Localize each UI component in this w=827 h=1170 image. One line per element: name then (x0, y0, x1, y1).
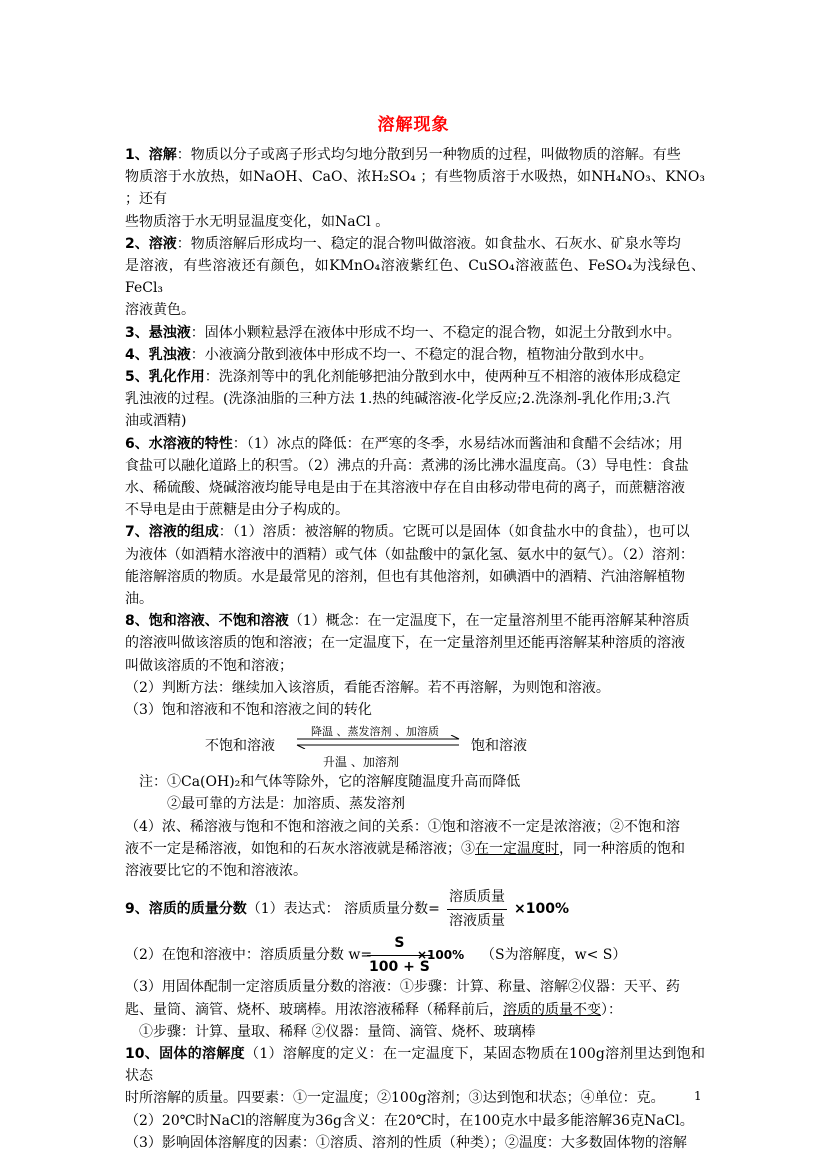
text-line: 水、稀硫酸、烧碱溶液均能导电是由于在其溶液中存在自由移动带电荷的离子，而蔗糖溶液 (125, 480, 685, 497)
section-2 (125, 233, 705, 255)
text-line: 是溶液，有些溶液还有颜色，如KMnO₄溶液紫红色、CuSO₄溶液蓝色、FeSO₄为浅绿色、FeCl₃ (125, 258, 705, 297)
text-line: （3）用固体配制一定溶质质量分数的溶液：①步骤：计算、称量、溶解②仪器：天平、药 (125, 979, 680, 996)
text-line: （2）判断方法：继续加入该溶质，看能否溶解。若不再溶解，为则饱和溶液。 (125, 679, 610, 696)
section-1-heading: 1、溶解 (125, 147, 177, 163)
text-line: ：物质以分子或离子形式均匀地分散到另一种物质的过程，叫做物质的溶解。有些 (176, 147, 681, 163)
section-4-heading: 4、乳浊液 (125, 346, 191, 363)
text-line: ①步骤：计算、量取、稀释 ②仪器：量筒、滴管、烧杯、玻璃棒 (139, 1023, 536, 1040)
section-7-heading: 7、溶液的组成 (125, 524, 219, 541)
section-3 (125, 322, 705, 344)
text-line: 乳浊液的过程。(洗涤油脂的三种方法 1.热的纯碱溶液-化学反应;2.洗涤剂-乳化作用;3.汽 (125, 391, 670, 408)
text-line: ：（1）溶质：被溶解的物质。它既可以是固体（如食盐水中的食盐），也可以 (218, 524, 690, 541)
section-9-formula-1 (125, 886, 705, 930)
text-line: 叫做该溶质的不饱和溶液； (125, 657, 293, 674)
page-title: 溶解现象 (377, 115, 450, 135)
mass-fraction-formula (447, 886, 507, 931)
section-2-heading: 2、溶液 (125, 235, 177, 252)
text-line: 些物质溶于水无明显温度变化，如NaCl 。 (125, 213, 390, 230)
text-line: （3）饱和溶液和不饱和溶液之间的转化 (125, 702, 372, 719)
text-fragment: ，同一种溶质的饱和 (559, 840, 685, 857)
section-10-heading: 10、固体的溶解度 (125, 1045, 245, 1062)
section-5 (125, 366, 705, 388)
text-line: 溶液要比它的不饱和溶液浓。 (125, 863, 307, 880)
multiplier: ×100% (514, 901, 569, 918)
section-9-heading: 9、溶质的质量分数 (125, 901, 247, 918)
text-line: 油或酒精) (125, 413, 187, 430)
section-10 (125, 1043, 705, 1087)
note-line: ②最可靠的方法是：加溶质、蒸发溶剂 (167, 796, 405, 813)
section-8 (125, 610, 705, 632)
conversion-diagram (125, 721, 705, 771)
section-8-heading: 8、饱和溶液、不饱和溶液 (125, 613, 289, 630)
fraction-numerator: 溶质质量 (447, 886, 507, 909)
conversion-forward-condition: 降温 、蒸发溶剂 、加溶质 (311, 725, 439, 739)
section-6-heading: 6、水溶液的特性 (125, 435, 233, 452)
text-line: （1）概念：在一定温度下，在一定量溶剂里不能再溶解某种溶质 (288, 613, 690, 630)
text-line: （2）20℃时NaCl的溶解度为36g含义：在20℃时，在100克水中最多能溶解36克NaCl。 (125, 1112, 694, 1129)
fraction-denominator: 溶液质量 (449, 912, 505, 929)
conversion-right-label: 饱和溶液 (471, 738, 527, 755)
text-fragment: ）： (601, 1001, 622, 1018)
section-1 (125, 144, 705, 166)
text-line: ：小液滴分散到液体中形成不均一、不稳定的混合物，植物油分散到水中。 (190, 346, 653, 363)
text-line: 时所溶解的质量。四要素：①一定温度；②100g溶剂；③达到饱和状态；④单位：克。 (125, 1090, 665, 1107)
text-line: ：物质溶解后形成均一、稳定的混合物叫做溶液。如食盐水、石灰水、矿泉水等均 (176, 235, 681, 252)
formula-intro: （1）表达式： 溶质质量分数= (246, 901, 440, 918)
section-3-heading: 3、悬浊液 (125, 324, 191, 341)
section-6 (125, 433, 705, 455)
text-line: 食盐可以融化道路上的积雪。（2）沸点的升高：煮沸的汤比沸水温度高。（3）导电性：食盐 (125, 457, 689, 474)
section-7 (125, 521, 705, 543)
formula-intro: （2）在饱和溶液中：溶质质量分数 w= (125, 947, 373, 964)
section-4 (125, 344, 705, 366)
text-line: ：固体小颗粒悬浮在液体中形成不均一、不稳定的混合物，如泥土分散到水中。 (190, 324, 681, 341)
conversion-left-label: 不饱和溶液 (205, 738, 275, 755)
text-line: （3）影响固体溶解度的因素：①溶质、溶剂的性质（种类）；②温度：大多数固体物的溶解 (125, 1134, 687, 1151)
formula-note: （S为溶解度，w< S） (481, 947, 627, 964)
document-body (125, 144, 705, 1154)
text-line (125, 999, 705, 1021)
multiplier: ×100% (417, 948, 465, 963)
text-line (125, 838, 705, 860)
text-fragment: 液不一定是稀溶液，如饱和的石灰水溶液就是稀溶液；③ (125, 840, 475, 857)
text-line: 为液体（如酒精水溶液中的酒精）或气体（如盐酸中的氯化氢、氨水中的氨气）。（2）溶剂： (125, 546, 694, 563)
text-line: 溶液黄色。 (125, 302, 195, 319)
section-9-formula-2 (125, 932, 705, 976)
page-number: 1 (694, 1089, 702, 1103)
section-9-intro (125, 898, 440, 920)
text-line: 油。 (125, 591, 153, 608)
text-line: 物质溶于水放热，如NaOH、CaO、浓H₂SO₄ ；有些物质溶于水吸热，如NH₄NO₃、KNO₃ ；还有 (125, 169, 705, 208)
fraction-numerator: S (367, 932, 432, 955)
underlined-text: 在一定温度时 (475, 840, 559, 857)
fraction-denominator: 100 + S (369, 958, 430, 975)
section-5-heading: 5、乳化作用 (125, 369, 205, 386)
text-line: 不导电是由于蔗糖是由分子构成的。 (125, 502, 349, 519)
text-line: 的溶液叫做该溶质的饱和溶液；在一定温度下，在一定量溶剂里还能再溶解某种溶质的溶液 (125, 635, 685, 652)
conversion-reverse-condition: 升温 、加溶剂 (323, 755, 399, 770)
text-line: （4）浓、稀溶液与饱和不饱和溶液之间的关系：①饱和溶液不一定是浓溶液；②不饱和溶 (125, 818, 680, 835)
text-fragment: 匙、量筒、滴管、烧杯、玻璃棒。用浓溶液稀释（稀释前后， (125, 1001, 503, 1018)
double-arrow-icon (293, 735, 463, 749)
text-line: （1）溶解度的定义：在一定温度下，某固态物质在100g溶剂里达到饱和状态 (125, 1045, 706, 1085)
text-line: ：（1）冰点的降低：在严寒的冬季，水易结冰而酱油和食醋不会结冰；用 (232, 435, 683, 452)
text-line: 能溶解溶质的物质。水是最常见的溶剂，但也有其他溶剂，如碘酒中的酒精、汽油溶解植物 (125, 568, 685, 585)
underlined-text: 溶质的质量不变 (503, 1001, 601, 1018)
note-line: 注：①Ca(OH)₂和气体等除外，它的溶解度随温度升高而降低 (139, 774, 521, 791)
text-line: ：洗涤剂等中的乳化剂能够把油分散到水中，使两种互不相溶的液体形成稳定 (204, 369, 681, 386)
